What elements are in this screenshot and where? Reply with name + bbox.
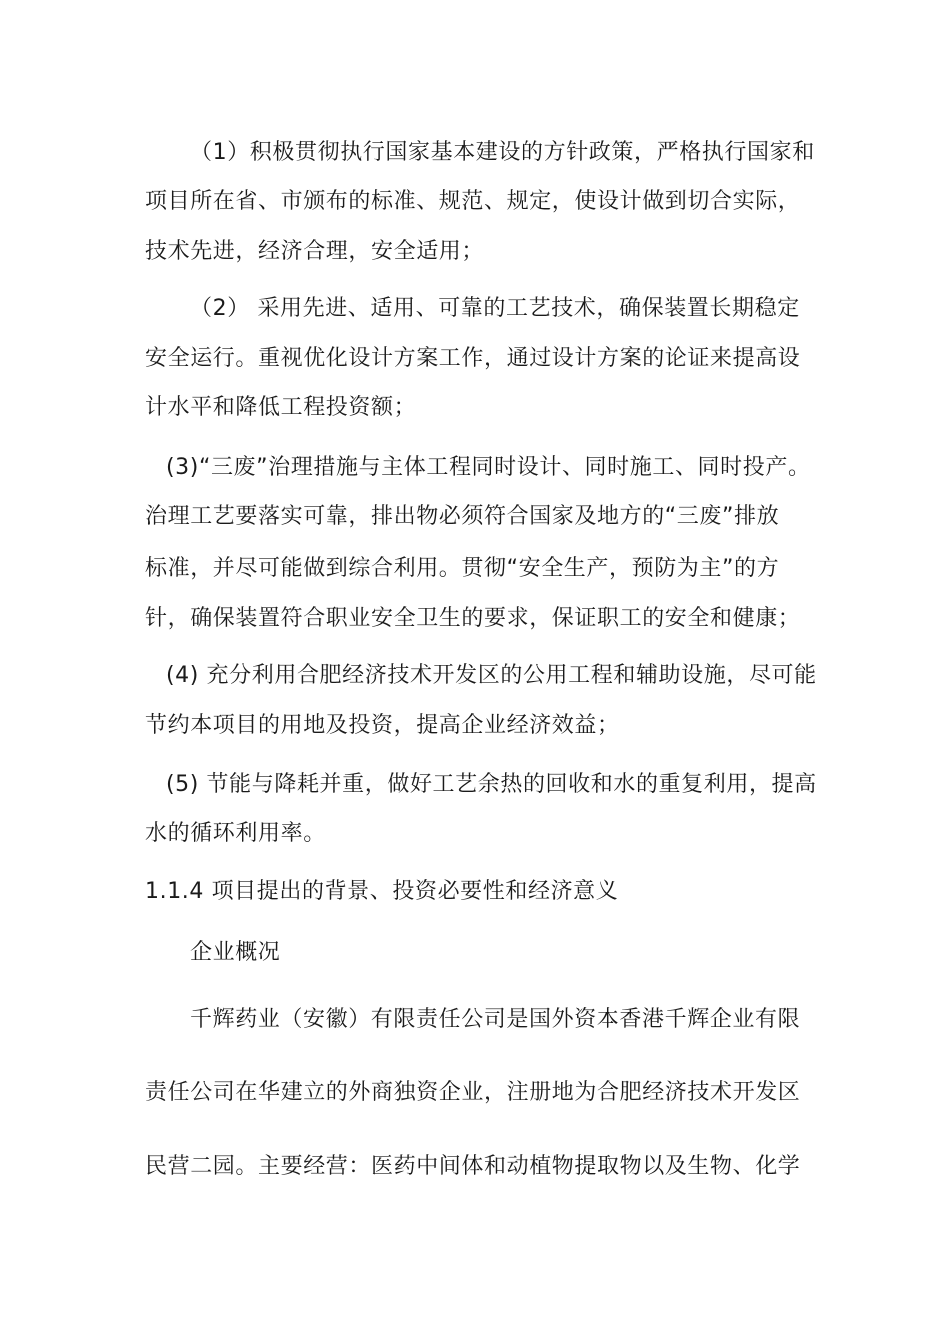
- paragraph-3-line-4: 针，确保装置符合职业安全卫生的要求，保证职工的安全和健康；: [145, 606, 801, 631]
- paragraph-2-line-3: 计水平和降低工程投资额；: [145, 395, 417, 420]
- paragraph-2-line-1: （2） 采用先进、适用、可靠的工艺技术，确保装置长期稳定: [190, 296, 800, 321]
- paragraph-1-line-3: 技术先进，经济合理，安全适用；: [145, 239, 485, 264]
- paragraph-4-line-2: 节约本项目的用地及投资，提高企业经济效益；: [145, 713, 620, 738]
- paragraph-2-line-2: 安全运行。重视优化设计方案工作，通过设计方案的论证来提高设: [145, 346, 801, 371]
- paragraph-1-line-2: 项目所在省、市颁布的标准、规范、规定，使设计做到切合实际，: [145, 189, 801, 214]
- section-heading: 1.1.4 项目提出的背景、投资必要性和经济意义: [145, 879, 619, 904]
- paragraph-5-line-1: (5) 节能与降耗并重，做好工艺余热的回收和水的重复利用，提高: [166, 772, 817, 797]
- paragraph-5-line-2: 水的循环利用率。: [145, 821, 326, 846]
- paragraph-3-line-2: 治理工艺要落实可靠，排出物必须符合国家及地方的“三废”排放: [145, 504, 780, 529]
- paragraph-4-line-1: (4) 充分利用合肥经济技术开发区的公用工程和辅助设施，尽可能: [166, 663, 817, 688]
- paragraph-6-line-2: 责任公司在华建立的外商独资企业，注册地为合肥经济技术开发区: [145, 1080, 801, 1105]
- paragraph-6-line-1: 千辉药业（安徽）有限责任公司是国外资本香港千辉企业有限: [190, 1007, 801, 1032]
- subheading: 企业概况: [190, 940, 281, 965]
- paragraph-3-line-3: 标准，并尽可能做到综合利用。贯彻“安全生产，预防为主”的方: [145, 556, 780, 581]
- paragraph-3-line-1: (3)“三废”治理措施与主体工程同时设计、同时施工、同时投产。: [166, 455, 811, 480]
- paragraph-6-line-3: 民营二园。主要经营：医药中间体和动植物提取物以及生物、化学: [145, 1154, 801, 1179]
- paragraph-1-line-1: （1）积极贯彻执行国家基本建设的方针政策，严格执行国家和: [190, 140, 815, 165]
